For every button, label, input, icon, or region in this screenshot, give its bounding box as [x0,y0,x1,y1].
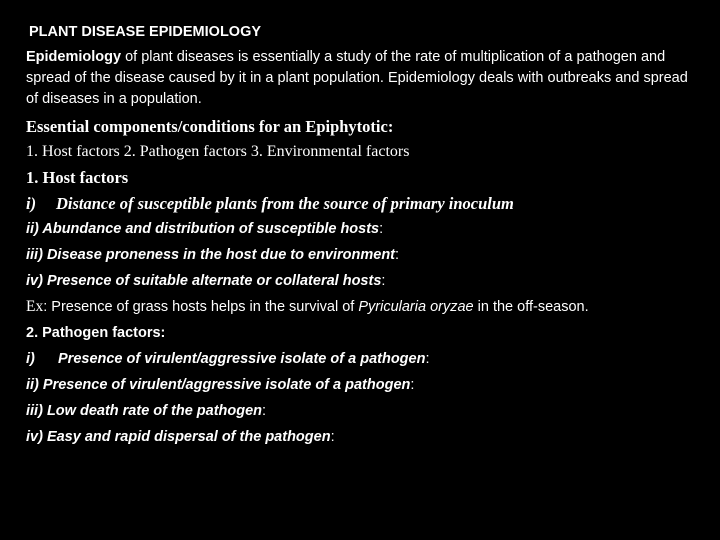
host-factor-item-4-colon: : [381,273,386,289]
host-factor-item-3-colon: : [395,247,400,263]
host-factor-item-1-text: Distance of susceptible plants from the source of primary inoculum [56,194,514,213]
intro-paragraph [26,47,696,110]
pathogen-factors-heading: 2. Pathogen factors: [26,325,166,341]
host-factors-heading: 1. Host factors [26,168,129,187]
pathogen-factor-item-4-colon: : [330,429,335,445]
host-factor-item-3 [26,245,696,265]
example-lead: Ex [26,298,44,315]
pathogen-factor-item-2-text: ii) Presence of virulent/aggressive isolate of a pathogen [26,377,411,393]
pathogen-factor-item-3 [26,401,696,421]
pathogen-factor-item-3-text: iii) Low death rate of the pathogen [26,403,263,419]
pathogen-factor-item-1 [26,349,696,369]
slide-content [26,22,696,453]
pathogen-factor-item-4-text: iv) Easy and rapid dispersal of the pathogen [26,429,331,445]
slide-title: PLANT DISEASE EPIDEMIOLOGY [29,24,262,40]
essential-components-heading: Essential components/conditions for an Epiphytotic: [26,117,394,136]
host-factor-item-4 [26,271,696,291]
pathogen-factor-item-4 [26,427,696,447]
host-factor-item-3-text: iii) Disease proneness in the host due to environment [26,247,396,263]
pathogen-factor-item-2-colon: : [410,377,415,393]
example-text-after: in the off-season. [473,299,589,315]
pathogen-factor-item-1-colon: : [425,351,430,367]
host-factor-item-2-text: ii) Abundance and distribution of susceptible hosts [26,221,380,237]
example-species: Pyricularia oryzae [358,299,474,315]
example-text-before: : Presence of grass hosts helps in the survival of [43,299,359,315]
factors-list-line: 1. Host factors 2. Pathogen factors 3. Environmental factors [26,143,410,160]
pathogen-factor-item-1-number: i) [26,351,35,367]
intro-text: of plant diseases is essentially a study of the rate of multiplication of a pathogen and spread of the disease caused by it in a plant population. Epidemiology deals with outbreaks and spread of diseases in a population. [26,49,688,107]
host-factor-item-2 [26,219,696,239]
host-factor-item-4-text: iv) Presence of suitable alternate or collateral hosts [26,273,382,289]
host-factor-item-1-number: i) [26,194,37,213]
pathogen-factor-item-3-colon: : [262,403,267,419]
intro-term: Epidemiology [26,49,122,65]
host-factor-item-1 [26,192,696,216]
pathogen-factor-item-1-text: Presence of virulent/aggressive isolate of a pathogen [58,351,426,367]
pathogen-factor-item-2 [26,375,696,395]
host-factor-item-2-colon: : [379,221,384,237]
example-line [26,297,696,317]
